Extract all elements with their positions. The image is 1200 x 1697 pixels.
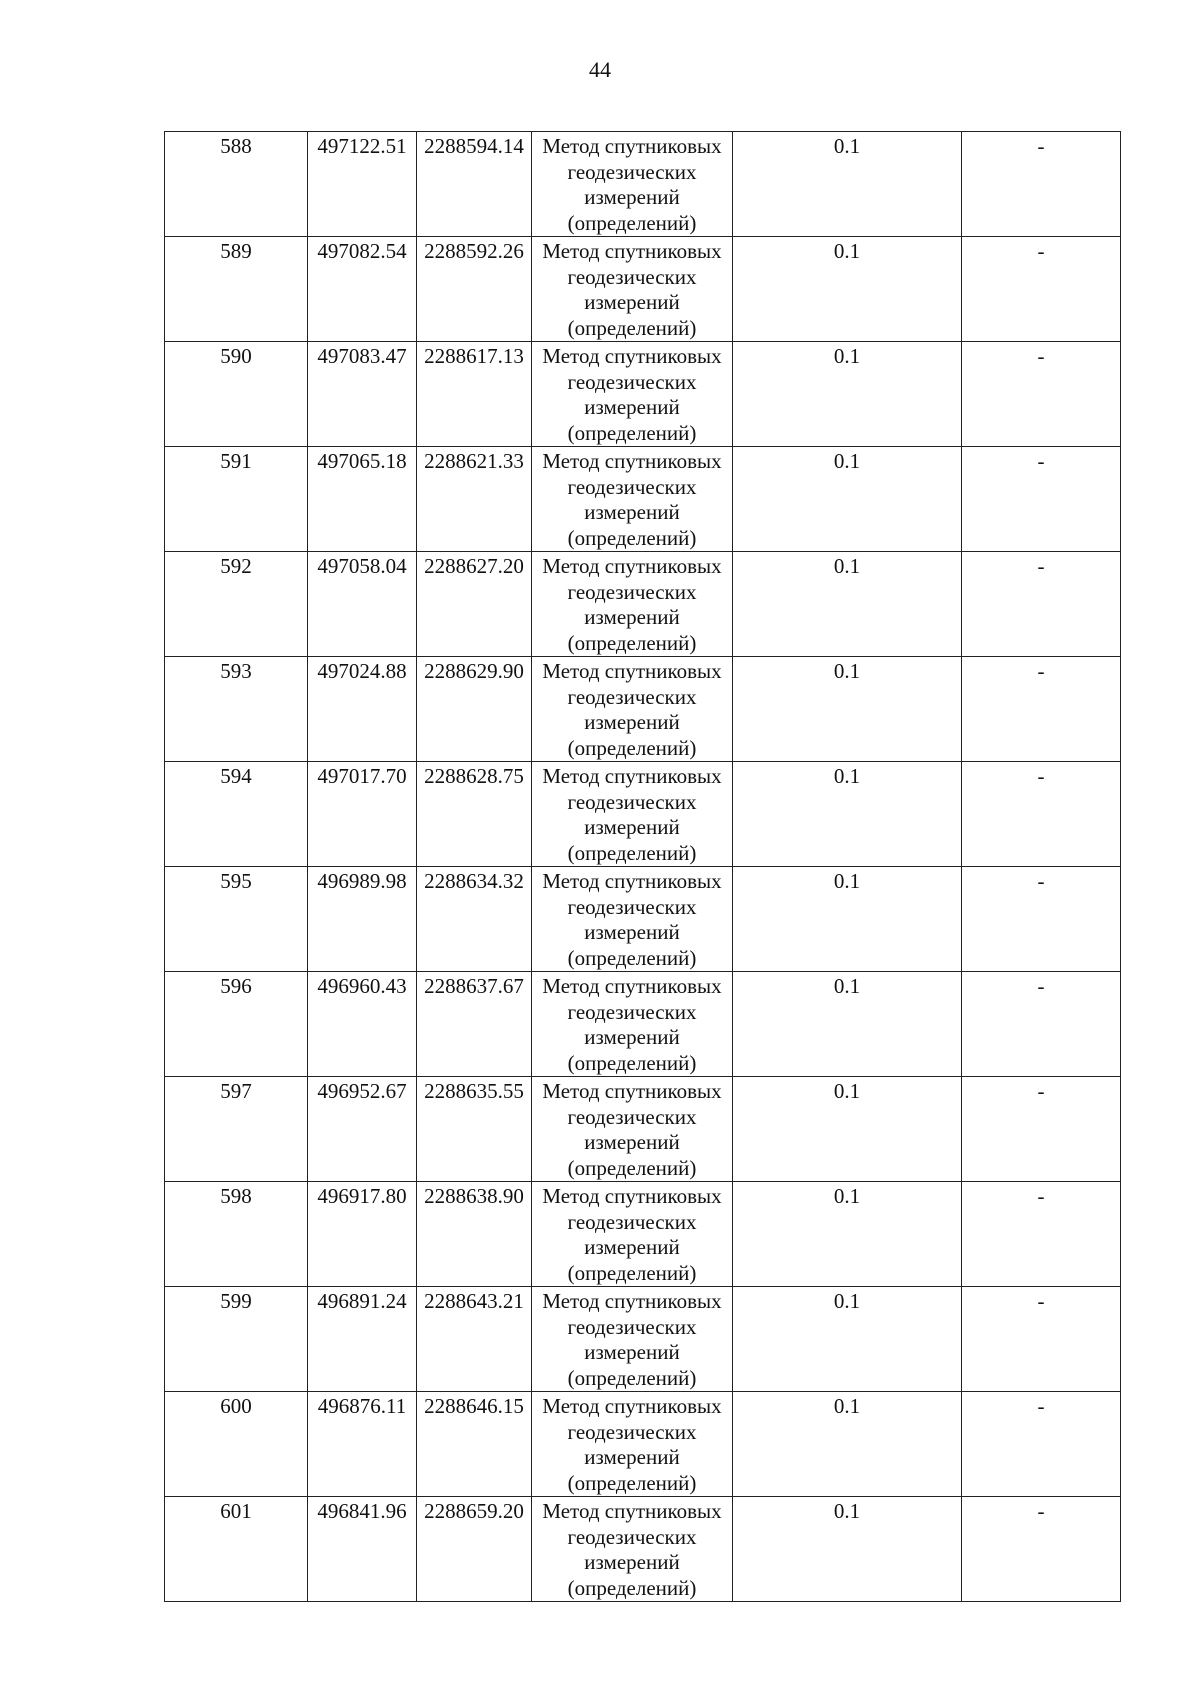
table-row	[165, 552, 1121, 657]
note-cell: -	[962, 1287, 1121, 1392]
method-cell: Метод спутниковых геодезических измерений (определений)	[532, 1392, 733, 1497]
x-coordinate-cell: 497082.54	[308, 237, 417, 342]
method-cell: Метод спутниковых геодезических измерений (определений)	[532, 342, 733, 447]
x-coordinate-cell: 496989.98	[308, 867, 417, 972]
accuracy-cell: 0.1	[733, 132, 962, 237]
accuracy-cell: 0.1	[733, 1497, 962, 1602]
table-row	[165, 342, 1121, 447]
coordinates-table	[164, 131, 1121, 1602]
accuracy-cell: 0.1	[733, 1392, 962, 1497]
y-coordinate-cell: 2288617.13	[417, 342, 532, 447]
x-coordinate-cell: 497024.88	[308, 657, 417, 762]
accuracy-cell: 0.1	[733, 447, 962, 552]
table-row	[165, 1287, 1121, 1392]
y-coordinate-cell: 2288627.20	[417, 552, 532, 657]
y-coordinate-cell: 2288643.21	[417, 1287, 532, 1392]
y-coordinate-cell: 2288635.55	[417, 1077, 532, 1182]
point-number-cell: 594	[165, 762, 308, 867]
method-cell: Метод спутниковых геодезических измерений (определений)	[532, 132, 733, 237]
x-coordinate-cell: 496952.67	[308, 1077, 417, 1182]
method-cell: Метод спутниковых геодезических измерений (определений)	[532, 1287, 733, 1392]
note-cell: -	[962, 552, 1121, 657]
x-coordinate-cell: 497065.18	[308, 447, 417, 552]
note-cell: -	[962, 342, 1121, 447]
table-row	[165, 447, 1121, 552]
method-cell: Метод спутниковых геодезических измерений (определений)	[532, 1497, 733, 1602]
x-coordinate-cell: 496891.24	[308, 1287, 417, 1392]
accuracy-cell: 0.1	[733, 1182, 962, 1287]
note-cell: -	[962, 1392, 1121, 1497]
y-coordinate-cell: 2288634.32	[417, 867, 532, 972]
note-cell: -	[962, 132, 1121, 237]
y-coordinate-cell: 2288592.26	[417, 237, 532, 342]
table-row	[165, 1392, 1121, 1497]
y-coordinate-cell: 2288628.75	[417, 762, 532, 867]
point-number-cell: 600	[165, 1392, 308, 1497]
method-cell: Метод спутниковых геодезических измерений (определений)	[532, 447, 733, 552]
x-coordinate-cell: 496841.96	[308, 1497, 417, 1602]
note-cell: -	[962, 867, 1121, 972]
x-coordinate-cell: 497017.70	[308, 762, 417, 867]
y-coordinate-cell: 2288629.90	[417, 657, 532, 762]
point-number-cell: 596	[165, 972, 308, 1077]
point-number-cell: 599	[165, 1287, 308, 1392]
table-row	[165, 1497, 1121, 1602]
point-number-cell: 595	[165, 867, 308, 972]
method-cell: Метод спутниковых геодезических измерений (определений)	[532, 762, 733, 867]
accuracy-cell: 0.1	[733, 552, 962, 657]
x-coordinate-cell: 496876.11	[308, 1392, 417, 1497]
y-coordinate-cell: 2288659.20	[417, 1497, 532, 1602]
point-number-cell: 589	[165, 237, 308, 342]
method-cell: Метод спутниковых геодезических измерений (определений)	[532, 552, 733, 657]
point-number-cell: 588	[165, 132, 308, 237]
coordinates-table-body	[165, 132, 1121, 1602]
y-coordinate-cell: 2288594.14	[417, 132, 532, 237]
x-coordinate-cell: 496917.80	[308, 1182, 417, 1287]
y-coordinate-cell: 2288638.90	[417, 1182, 532, 1287]
method-cell: Метод спутниковых геодезических измерений (определений)	[532, 657, 733, 762]
x-coordinate-cell: 497083.47	[308, 342, 417, 447]
table-row	[165, 1182, 1121, 1287]
x-coordinate-cell: 497122.51	[308, 132, 417, 237]
note-cell: -	[962, 1497, 1121, 1602]
method-cell: Метод спутниковых геодезических измерений (определений)	[532, 1182, 733, 1287]
note-cell: -	[962, 972, 1121, 1077]
note-cell: -	[962, 1182, 1121, 1287]
accuracy-cell: 0.1	[733, 342, 962, 447]
point-number-cell: 593	[165, 657, 308, 762]
y-coordinate-cell: 2288637.67	[417, 972, 532, 1077]
accuracy-cell: 0.1	[733, 867, 962, 972]
method-cell: Метод спутниковых геодезических измерений (определений)	[532, 972, 733, 1077]
accuracy-cell: 0.1	[733, 1287, 962, 1392]
note-cell: -	[962, 447, 1121, 552]
point-number-cell: 597	[165, 1077, 308, 1182]
table-row	[165, 972, 1121, 1077]
y-coordinate-cell: 2288621.33	[417, 447, 532, 552]
accuracy-cell: 0.1	[733, 657, 962, 762]
accuracy-cell: 0.1	[733, 762, 962, 867]
method-cell: Метод спутниковых геодезических измерений (определений)	[532, 867, 733, 972]
point-number-cell: 592	[165, 552, 308, 657]
point-number-cell: 601	[165, 1497, 308, 1602]
method-cell: Метод спутниковых геодезических измерений (определений)	[532, 237, 733, 342]
table-row	[165, 237, 1121, 342]
page-number: 44	[589, 57, 611, 82]
method-cell: Метод спутниковых геодезических измерений (определений)	[532, 1077, 733, 1182]
x-coordinate-cell: 496960.43	[308, 972, 417, 1077]
x-coordinate-cell: 497058.04	[308, 552, 417, 657]
accuracy-cell: 0.1	[733, 1077, 962, 1182]
note-cell: -	[962, 1077, 1121, 1182]
point-number-cell: 590	[165, 342, 308, 447]
accuracy-cell: 0.1	[733, 237, 962, 342]
point-number-cell: 598	[165, 1182, 308, 1287]
table-row	[165, 867, 1121, 972]
note-cell: -	[962, 237, 1121, 342]
table-row	[165, 762, 1121, 867]
note-cell: -	[962, 657, 1121, 762]
table-row	[165, 1077, 1121, 1182]
point-number-cell: 591	[165, 447, 308, 552]
table-row	[165, 132, 1121, 237]
table-row	[165, 657, 1121, 762]
y-coordinate-cell: 2288646.15	[417, 1392, 532, 1497]
accuracy-cell: 0.1	[733, 972, 962, 1077]
note-cell: -	[962, 762, 1121, 867]
